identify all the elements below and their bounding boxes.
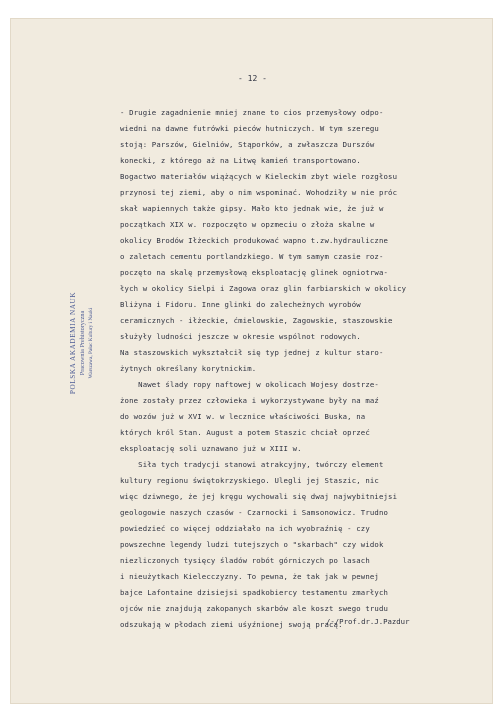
text-line: kultury regionu świętokrzyskiego. Ulegli jej Staszic, nic [120,476,379,485]
text-line: bajce Lafontaine dzisiejsi spadkobiercy testamentu zmarłych [120,588,389,597]
text-line: Bogactwo materiałów wiążących w Kieleckim zbyt wiele rozgłosu [120,172,398,181]
text-line: poczęto na skalę przemysłową eksploatację glinek ogniotrwa- [120,268,389,277]
text-line: których król Stan. August a potem Staszic chciał oprzeć [120,428,370,437]
stamp-line-2: Pracownia Prehistoryczna [79,310,86,376]
text-line: geologowie naszych czasów - Czarnocki i Samsonowicz. Trudno [120,508,389,517]
institution-stamp [68,228,95,458]
text-line: skał wapiennych także gipsy. Mało kto jednak wie, że już w [120,204,384,213]
text-line: eksploatację soli uznawano już w XIII w. [120,444,302,453]
text-line: Nawet ślady ropy naftowej w okolicach Wojesy dostrze- [120,380,379,389]
text-line: ojców nie znajdują zakopanych skarbów ale koszt swego trudu [120,604,389,613]
stamp-line-1: POLSKA AKADEMIA NAUK [69,291,77,395]
text-line: i nieużytkach Kielecczyzny. To pewna, że tak jak w pewnej [120,572,379,581]
text-line: konecki, z którego aż na Litwę kamień transportowano. [120,156,361,165]
text-line: Siła tych tradycji stanowi atrakcyjny, twórczy element [120,460,384,469]
typed-page [10,18,493,704]
text-line: przynosi tej ziemi, aby o nim wspominać. Wohodziły w nie próc [120,188,398,197]
text-line: Na staszowskich wykształcił się typ jednej z kultur staro- [120,348,384,357]
text-line: powszechne legendy ludzi tutejszych o "skarbach" czy widok [120,540,384,549]
text-line: - Drugie zagadnienie mniej znane to cios przemysłowy odpo- [120,108,384,117]
text-line: do wozów już w XVI w. w lecznice właściwości Buska, na [120,412,366,421]
text-line: więc dziwnego, że jej kręgu wychowali się dwaj najwybitniejsi [120,492,398,501]
text-line: odszukają w płodach ziemi uśyźnionej swoją pracą. [120,620,343,629]
text-line: żone zostały przez człowieka i wykorzystywane były na maź [120,396,379,405]
text-line: o zaletach cementu portlandzkiego. W tym samym czasie roz- [120,252,384,261]
text-line: żytnych określany korytnickim. [120,364,257,373]
text-line: początkach XIX w. rozpoczęto w opzmeciu o złoża skalne w [120,220,375,229]
text-line: wiedni na dawne futrówki pieców hutniczych. W tym szeregu [120,124,379,133]
text-line: stoją: Parszów, Gielniów, Stąporków, a zwłaszcza Durszów [120,140,375,149]
page-number: - 12 - [238,74,267,83]
text-line: służyły ludności jeszcze w okresie wspólnot rodowych. [120,332,361,341]
text-line: powiedzieć co więcej oddziałało na ich wyobraźnię - czy [120,524,370,533]
stamp-line-3: Warszawa, Pałac Kultury i Nauki [88,307,94,379]
text-line: okolicy Brodów Iłżeckich produkować wapno t.zw.hydrauliczne [120,236,389,245]
text-line: niezliczonych tysięcy śladów robót górniczych po lasach [120,556,370,565]
text-line: ceramicznych - iłżeckie, ćmielowskie, Zagowskie, staszowskie [120,316,393,325]
text-line: Bliżyna i Fidoru. Inne glinki do zalecheżnych wyrobów [120,300,361,309]
text-line: łych w okolicy Sielpi i Zagowa oraz glin farbiarskich w okolicy [120,284,407,293]
signature: /-/Prof.dr.J.Pazdur [326,617,410,626]
